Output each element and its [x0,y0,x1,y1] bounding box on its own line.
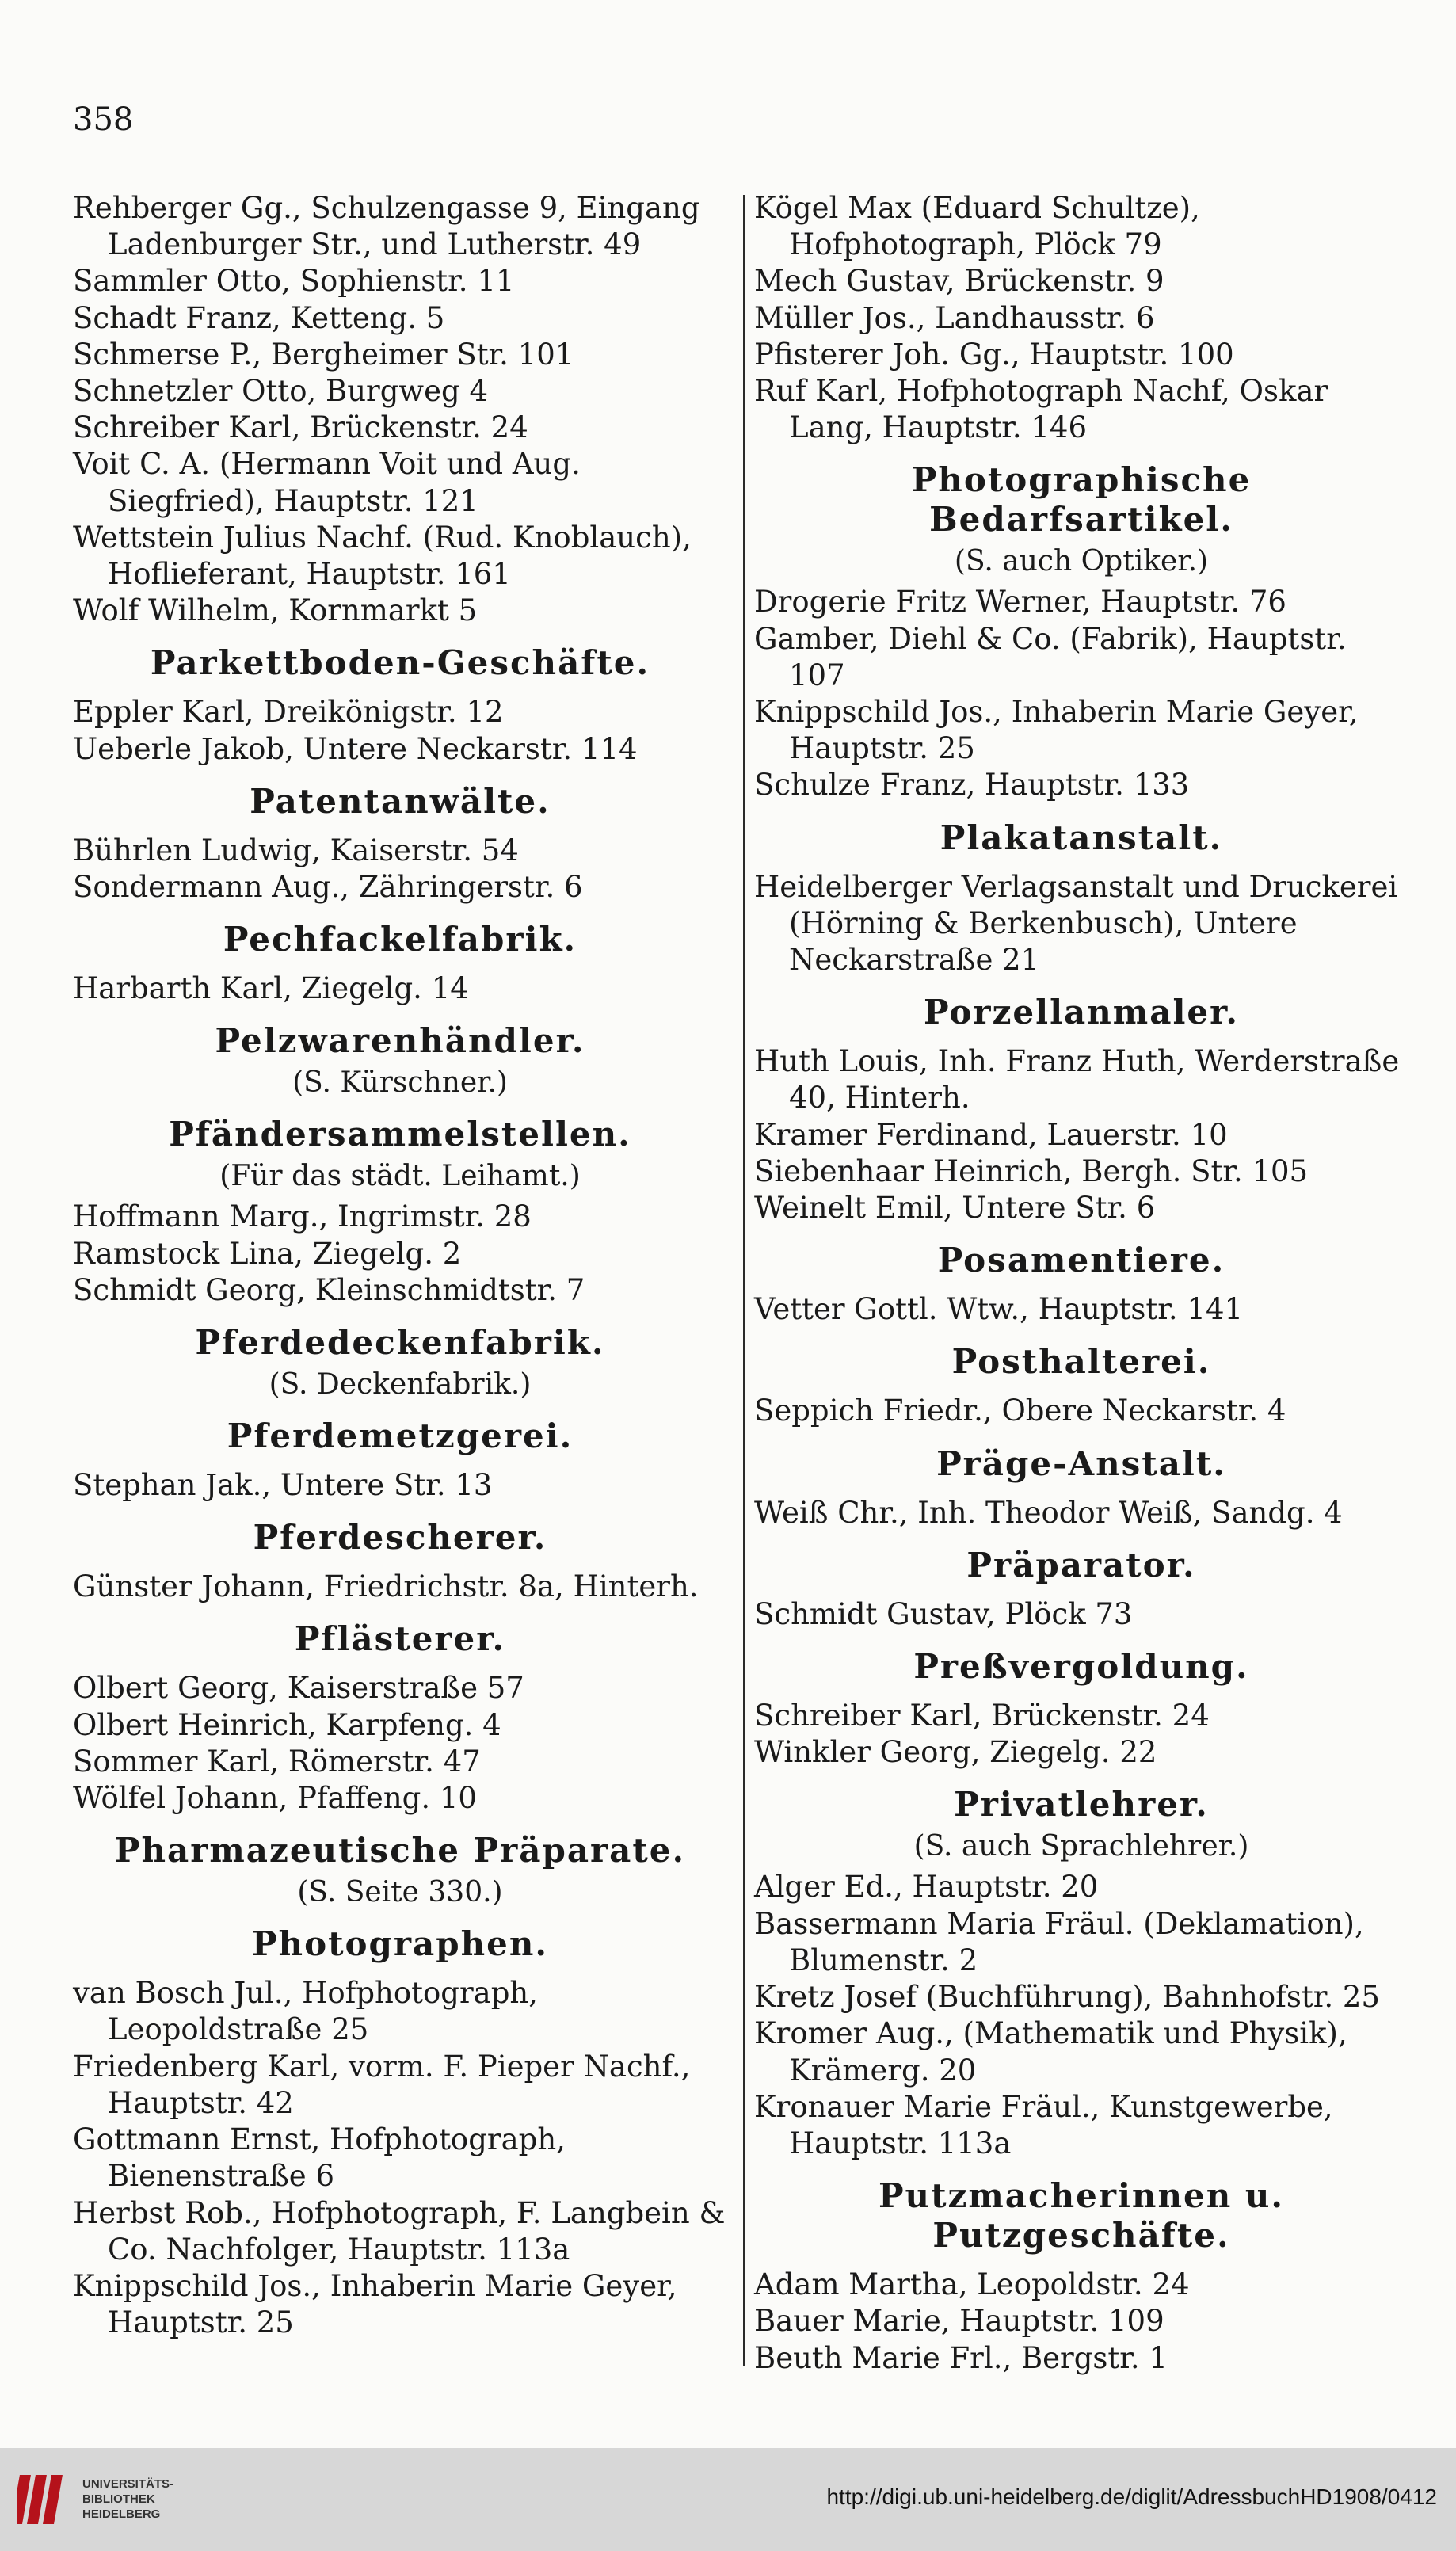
directory-entry: Alger Ed., Hauptstr. 20 [754,1870,1099,1905]
directory-entry: Gamber, Diehl & Co. (Fabrik), Hauptstr. 107 [754,621,1347,692]
section-heading: Posthalterei. [951,1342,1211,1382]
logo-line-2: BIBLIOTHEK [82,2492,155,2506]
directory-entry: Ueberle Jakob, Untere Neckarstr. 114 [73,731,638,766]
section-heading: Pferdescherer. [253,1518,547,1558]
source-url[interactable]: http://digi.ub.uni-heidelberg.de/diglit/AdressbuchHD1908/0412 [826,2484,1437,2509]
directory-entry: Winkler Georg, Ziegelg. 22 [754,1735,1157,1770]
section-note: (Für das städt. Leihamt.) [219,1160,581,1193]
section-note: (S. Deckenfabrik.) [269,1368,532,1401]
section-heading: Patentanwälte. [250,781,551,821]
directory-entry: van Bosch Jul., Hofphotograph, Leopoldstraße 25 [73,1976,538,2047]
viewer-footer [0,2448,1456,2551]
directory-entry: Bührlen Ludwig, Kaiserstr. 54 [73,833,519,867]
right-column [754,190,1408,2377]
directory-entry: Kramer Ferdinand, Lauerstr. 10 [754,1117,1228,1152]
section-heading: Pharmazeutische Präparate. [114,1831,686,1870]
directory-entry: Schnetzler Otto, Burgweg 4 [73,374,488,409]
column-divider [743,195,745,2366]
directory-entry: Harbarth Karl, Ziegelg. 14 [73,971,469,1006]
directory-entry: Stephan Jak., Untere Str. 13 [73,1468,493,1503]
directory-entry: Schreiber Karl, Brückenstr. 24 [754,1699,1210,1733]
directory-entry: Schmidt Gustav, Plöck 73 [754,1596,1133,1631]
section-heading: Pechfackelfabrik. [223,920,577,959]
page-number: 358 [73,101,134,138]
section-heading: Plakatanstalt. [940,818,1223,857]
directory-entry: Wölfel Johann, Pfaffeng. 10 [73,1781,477,1816]
directory-entry: Ramstock Lina, Ziegelg. 2 [73,1236,462,1271]
section-heading: Privatlehrer. [954,1785,1209,1825]
directory-columns [73,190,1408,2377]
directory-entry: Müller Jos., Landhausstr. 6 [754,300,1155,335]
section-heading: Preßvergoldung. [913,1647,1249,1687]
section-heading: Photographische Bedarfsartikel. [911,460,1252,540]
directory-entry: Sommer Karl, Römerstr. 47 [73,1744,481,1779]
directory-entry: Kromer Aug., (Mathematik und Physik), Krämerg. 20 [754,2016,1347,2088]
directory-entry: Heidelberger Verlagsanstalt und Druckerei (Hörning & Berkenbusch), Untere Neckarstraße 21 [754,869,1398,978]
directory-entry: Hoffmann Marg., Ingrimstr. 28 [73,1199,532,1234]
directory-entry: Pfisterer Joh. Gg., Hauptstr. 100 [754,337,1234,372]
directory-entry: Olbert Heinrich, Karpfeng. 4 [73,1707,501,1742]
directory-entry: Ruf Karl, Hofphotograph Nachf, Oskar Lang, Hauptstr. 146 [754,374,1328,445]
directory-entry: Kretz Josef (Buchführung), Bahnhofstr. 25 [754,1980,1380,2015]
section-heading: Pelzwarenhändler. [215,1021,585,1061]
section-heading: Pferdedeckenfabrik. [195,1323,605,1363]
directory-entry: Herbst Rob., Hofphotograph, F. Langbein & Co. Nachfolger, Hauptstr. 113a [73,2195,726,2267]
section-heading: Pflästerer. [294,1619,506,1659]
section-heading: Putzmacherinnen u. Putzgeschäfte. [878,2176,1285,2255]
section-heading: Pfändersammelstellen. [169,1115,631,1154]
directory-entry: Vetter Gottl. Wtw., Hauptstr. 141 [754,1292,1244,1327]
directory-entry: Bassermann Maria Fräul. (Deklamation), Blumenstr. 2 [754,1906,1364,1977]
directory-entry: Seppich Friedr., Obere Neckarstr. 4 [754,1394,1286,1428]
directory-entry: Weiß Chr., Inh. Theodor Weiß, Sandg. 4 [754,1495,1343,1530]
directory-entry: Wettstein Julius Nachf. (Rud. Knoblauch), Hoflieferant, Hauptstr. 161 [73,520,692,592]
directory-entry: Sammler Otto, Sophienstr. 11 [73,264,515,299]
directory-entry: Schmidt Georg, Kleinschmidtstr. 7 [73,1272,585,1307]
directory-entry: Adam Martha, Leopoldstr. 24 [754,2267,1190,2302]
left-column [73,190,727,2341]
section-heading: Parkettboden-Geschäfte. [150,643,650,683]
directory-entry: Wolf Wilhelm, Kornmarkt 5 [73,593,478,628]
section-heading: Posamentiere. [937,1241,1225,1280]
section-heading: Pferdemetzgerei. [227,1417,574,1456]
directory-entry: Günster Johann, Friedrichstr. 8a, Hinterh. [73,1569,699,1604]
directory-entry: Kronauer Marie Fräul., Kunstgewerbe, Hauptstr. 113a [754,2089,1333,2160]
directory-entry: Schreiber Karl, Brückenstr. 24 [73,410,528,445]
directory-entry: Drogerie Fritz Werner, Hauptstr. 76 [754,585,1286,620]
directory-entry: Sondermann Aug., Zähringerstr. 6 [73,870,583,905]
library-logo-icon [17,2470,73,2529]
directory-entry: Huth Louis, Inh. Franz Huth, Werderstraße 40, Hinterh. [754,1044,1400,1115]
section-note: (S. auch Optiker.) [954,545,1209,578]
library-logo[interactable] [17,2467,184,2530]
directory-entry: Weinelt Emil, Untere Str. 6 [754,1191,1156,1226]
directory-entry: Eppler Karl, Dreikönigstr. 12 [73,695,504,730]
directory-entry: Schmerse P., Bergheimer Str. 101 [73,337,574,372]
section-note: (S. auch Sprachlehrer.) [913,1830,1249,1863]
directory-entry: Mech Gustav, Brückenstr. 9 [754,264,1164,299]
section-note: (S. Kürschner.) [292,1066,508,1100]
section-heading: Photographen. [251,1924,549,1964]
directory-entry: Olbert Georg, Kaiserstraße 57 [73,1671,524,1706]
logo-line-3: HEIDELBERG [82,2507,161,2521]
directory-entry: Schadt Franz, Ketteng. 5 [73,300,445,335]
library-logo-text [82,2477,173,2522]
section-heading: Porzellanmaler. [923,993,1240,1032]
section-note: (S. Seite 330.) [297,1876,503,1909]
directory-entry: Voit C. A. (Hermann Voit und Aug. Siegfried), Hauptstr. 121 [73,447,581,518]
directory-entry: Kögel Max (Eduard Schultze), Hofphotograph, Plöck 79 [754,191,1200,262]
directory-entry: Beuth Marie Frl., Bergstr. 1 [754,2340,1168,2375]
directory-entry: Siebenhaar Heinrich, Bergh. Str. 105 [754,1153,1309,1188]
directory-entry: Bauer Marie, Hauptstr. 109 [754,2304,1164,2339]
section-heading: Präparator. [966,1545,1196,1584]
directory-entry: Friedenberg Karl, vorm. F. Pieper Nachf., Hauptstr. 42 [73,2049,691,2120]
section-heading: Präge-Anstalt. [936,1443,1226,1483]
logo-line-1: UNIVERSITÄTS- [82,2477,174,2491]
directory-entry: Rehberger Gg., Schulzengasse 9, Eingang Ladenburger Str., und Lutherstr. 49 [73,191,700,262]
directory-entry: Knippschild Jos., Inhaberin Marie Geyer, Hauptstr. 25 [73,2268,677,2340]
directory-entry: Gottmann Ernst, Hofphotograph, Bienenstraße 6 [73,2122,566,2194]
directory-entry: Schulze Franz, Hauptstr. 133 [754,768,1190,803]
directory-entry: Knippschild Jos., Inhaberin Marie Geyer, Hauptstr. 25 [754,695,1359,766]
